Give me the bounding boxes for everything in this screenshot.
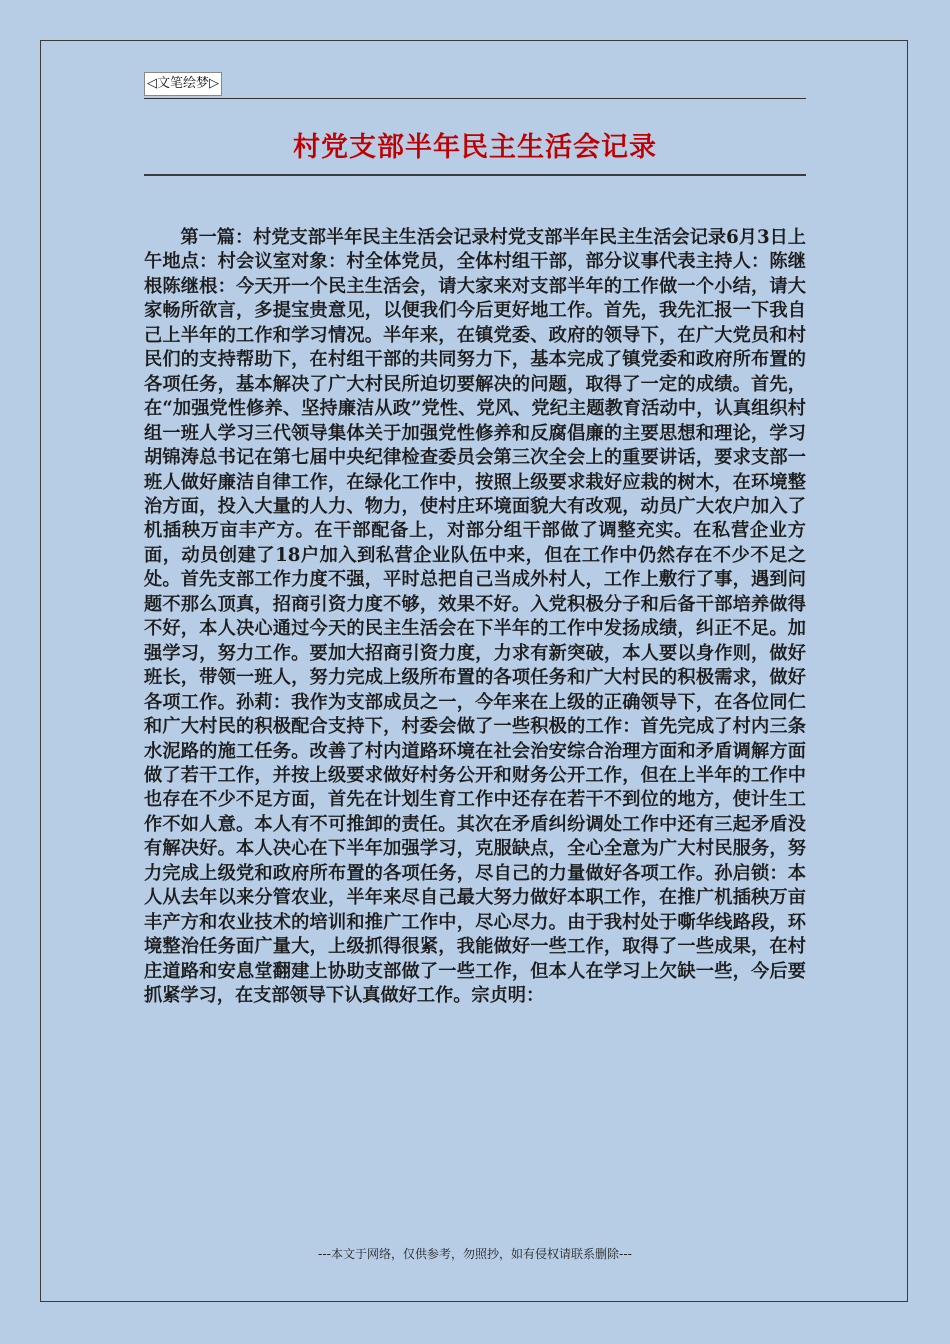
footer-disclaimer: ---本文于网络，仅供参考，勿照抄，如有侵权请联系删除--- [318, 1247, 632, 1261]
document-body: 第一篇：村党支部半年民主生活会记录村党支部半年民主生活会记录6月3日上午地点：村会议室对象：村全体党员，全体村组干部，部分议事代表主持人：陈继根陈继根：今天开一个民主生活会，请大家来对支部半年的工作做一个小结，请大家畅所欲言，多提宝贵意见，以便我们今后更好地工作。首先，我先汇报一下我自己上半年的工作和学习情况。半年来，在镇党委、政府的领导下，在广大党员和村民们的支持帮助下，在村组干部的共同努力下，基本完成了镇党委和政府所布置的各项任务，基本解决了广大村民所迫切要解决的问题，取得了一定的成绩。首先，在“加强党性修养、坚持廉洁从政”党性、党风、党纪主题教育活动中，认真组织村组一班人学习三代领导集体关于加强党性修养和反腐倡廉的主要思想和理论，学习胡锦涛总书记在第七届中央纪律检查委员会第三次全会上的重要讲话，要求支部一班人做好廉洁自律工作，在绿化工作中，按照上级要求栽好应栽的树木，在环境整治方面，投入大量的人力、物力，使村庄环境面貌大有改观，动员广大农户加入了机插秧万亩丰产方。在干部配备上，对部分组干部做了调整充实。在私营企业方面，动员创建了18户加入到私营企业队伍中来，但在工作中仍然存在不少不足之处。首先支部工作力度不强，平时总把自己当成外村人，工作上敷行了事，遇到问题不那么顶真，招商引资力度不够，效果不好。入党积极分子和后备干部培养做得不好，本人决心通过今天的民主生活会在下半年的工作中发扬成绩，纠正不足。加强学习，努力工作。要加大招商引资力度，力求有新突破，本人要以身作则，做好班长，带领一班人，努力完成上级所布置的各项任务和广大村民的积极需求，做好各项工作。孙莉：我作为支部成员之一，今年来在上级的正确领导下，在各位同仁和广大村民的积极配合支持下，村委会做了一些积极的工作：首先完成了村内三条水泥路的施工任务。改善了村内道路环境在社会治安综合治理方面和矛盾调解方面做了若干工作，并按上级要求做好村务公开和财务公开工作，但在上半年的工作中也存在不少不足方面，首先在计划生育工作中还存在若干不到位的地方，使计生工作不如人意。本人有不可推卸的责任。其次在矛盾纠纷调处工作中还有三起矛盾没有解决好。本人决心在下半年加强学习，克服缺点，全心全意为广大村民服务，努力完成上级党和政府所布置的各项任务，尽自己的力量做好各项工作。孙启锁：本人从去年以来分管农业，半年来尽自己最大努力做好本职工作，在推广机插秧万亩丰产方和农业技术的培训和推广工作中，尽心尽力。由于我村处于嘶华线路段，环境整治任务面广量大，上级抓得很紧，我能做好一些工作，取得了一些成果，在村庄道路和安息堂翻建上协助支部做了一些工作，但本人在学习上欠缺一些，今后要抓紧学习，在支部领导下认真做好工作。宗贞明： [144, 227, 806, 1007]
header-logo: ◁文笔绘梦▷ [144, 72, 222, 96]
document-title: 村党支部半年民主生活会记录 [293, 132, 657, 163]
title-divider [144, 174, 806, 176]
header-divider [144, 98, 806, 99]
